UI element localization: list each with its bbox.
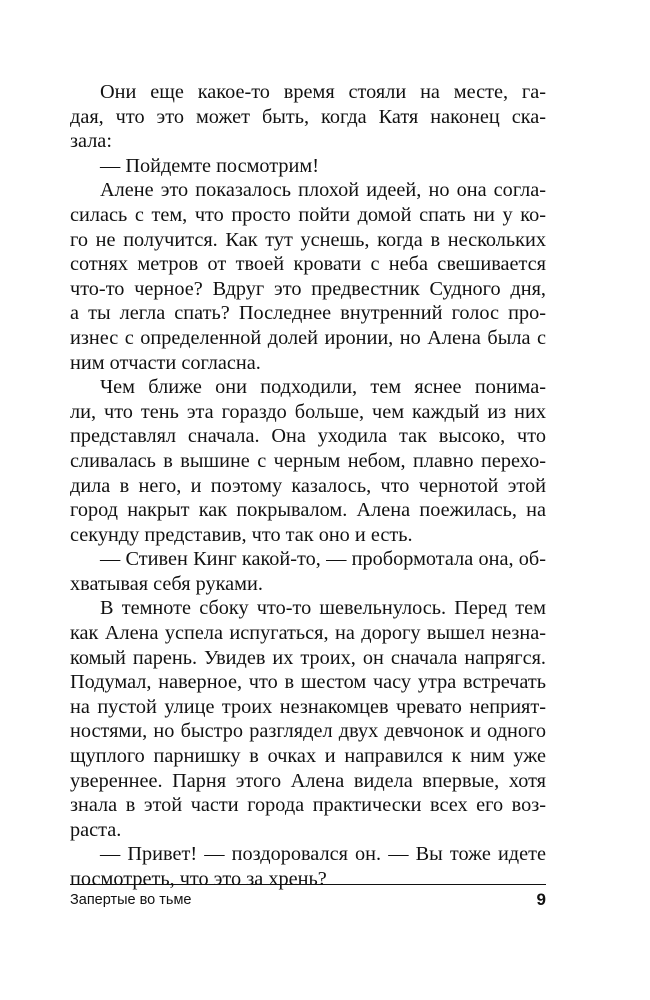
running-title: Запертые во тьме <box>70 892 192 908</box>
text-line: Подумал, наверное, что в шестом часу утра встречать <box>70 671 546 694</box>
text-line: увереннее. Парня этого Алена видела впервые, хотя <box>70 769 546 792</box>
text-line: а ты легла спать? Последнее внутренний голос про- <box>70 302 546 325</box>
text-line: сотнях метров от твоей кровати с неба свешивается <box>70 253 546 276</box>
text-line: силась с тем, что просто пойти домой спать ни у ко- <box>70 203 546 226</box>
page-footer <box>70 884 546 909</box>
text-line: комый парень. Увидев их троих, он сначала напрягся. <box>70 646 546 669</box>
text-line: зала: <box>70 130 112 153</box>
text-line: ним отчасти согласна. <box>70 351 261 374</box>
text-line: город накрыт как покрывалом. Алена поежилась, на <box>70 499 546 522</box>
text-line: посмотреть, что это за хрень? <box>70 868 327 890</box>
text-line: что-то черное? Вдруг это предвестник Судного дня, <box>70 277 546 300</box>
text-line: хватывая себя руками. <box>70 572 263 595</box>
text-line: дая, что это может быть, когда Катя наконец ска- <box>70 105 546 128</box>
text-line: Алене это показалось плохой идеей, но она согла- <box>100 179 546 202</box>
text-line: представлял сначала. Она уходила так высоко, что <box>70 425 546 448</box>
text-line: ностями, но быстро разглядел двух девчонок и одного <box>70 720 546 743</box>
text-line: Чем ближе они подходили, тем яснее понима- <box>100 376 546 399</box>
text-line: — Стивен Кинг какой-то, — пробормотала она, об- <box>100 548 546 571</box>
text-line: дила в него, и поэтому казалось, что чернотой этой <box>70 474 546 497</box>
text-line: раста. <box>70 818 122 841</box>
text-line: го не получится. Как тут уснешь, когда в нескольких <box>70 228 546 251</box>
text-line: как Алена успела испугаться, на дорогу вышел незна- <box>70 622 546 645</box>
text-line: В темноте сбоку что-то шевельнулось. Перед тем <box>100 597 546 620</box>
text-line: изнес с определенной долей иронии, но Алена была с <box>70 326 546 349</box>
text-line: ли, что тень эта гораздо больше, чем каждый из них <box>70 400 546 423</box>
text-line: знала в этой части города практически всех его воз- <box>70 794 546 817</box>
text-line: на пустой улице троих незнакомцев чревато неприят- <box>70 695 546 718</box>
text-line: — Привет! — поздоровался он. — Вы тоже идете <box>100 843 546 866</box>
text-line: Они еще какое-то время стояли на месте, га- <box>100 81 546 103</box>
page-number: 9 <box>536 890 546 909</box>
text-line: секунду представив, что так оно и есть. <box>70 523 413 546</box>
text-line: щуплого парнишку в очках и направился к ним уже <box>70 745 546 768</box>
text-line: — Пойдемте посмотрим! <box>100 154 319 177</box>
page-text <box>70 80 546 892</box>
text-line: сливалась в вышине с черным небом, плавно перехо- <box>70 449 546 472</box>
